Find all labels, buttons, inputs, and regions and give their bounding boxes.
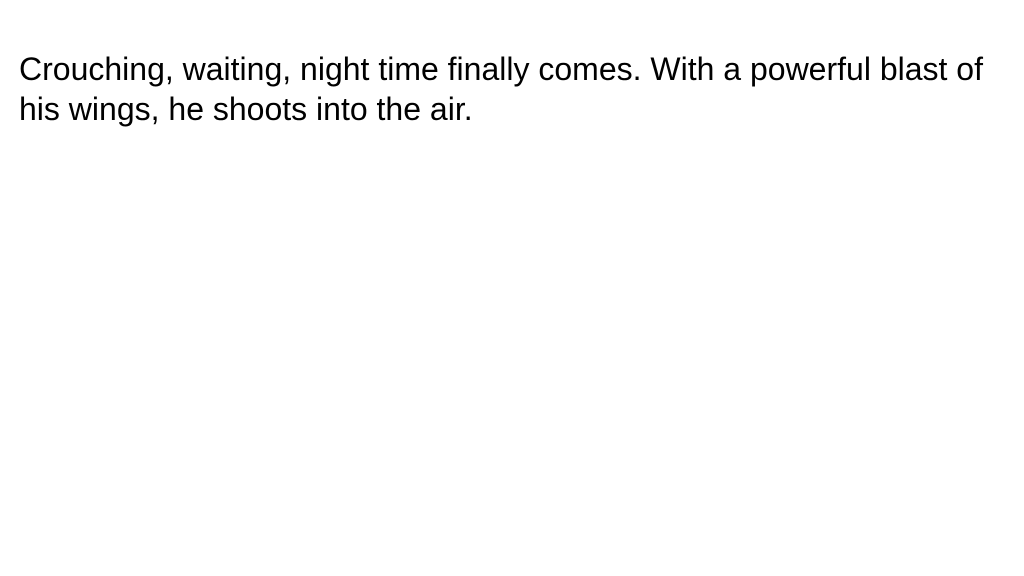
story-text: Crouching, waiting, night time finally comes. With a powerful blast of his wings, he shoots into the air. xyxy=(19,51,983,127)
